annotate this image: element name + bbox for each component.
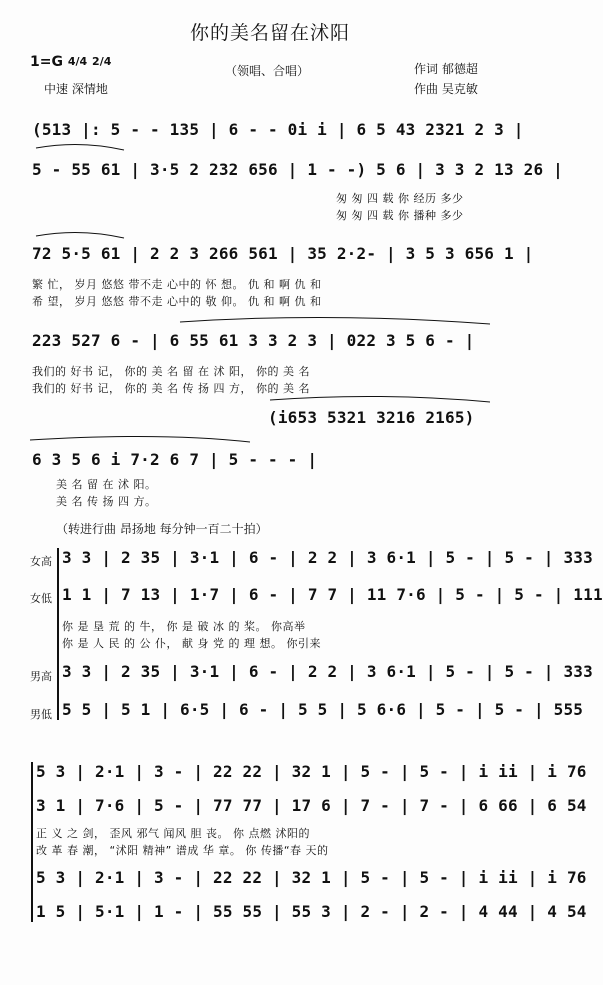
- part-label-alto: 女低: [30, 592, 52, 605]
- system6-lyric-2: 你 是 人 民 的 公 仆， 献 身 党 的 理 想。 你引来: [62, 637, 321, 650]
- part-label-tenor: 男高: [30, 670, 52, 683]
- system5-lyric-1: 美 名 留 在 沭 阳。: [56, 478, 157, 491]
- composer: 作曲 吴克敏: [414, 82, 478, 96]
- lyricist: 作词 郁德超: [414, 62, 478, 76]
- system6-soprano: 3 3 | 2 35 | 3·1 | 6 - | 2 2 | 3 6·1 | 5 - | 5 - | 333: [62, 548, 593, 567]
- system2-lyric-2: 匆 匆 四 载 你 播种 多少: [336, 209, 464, 222]
- slur: [270, 396, 490, 402]
- system4-lyric-1: 我们的 好书 记， 你的 美 名 留 在 沭 阳， 你的 美 名: [32, 365, 310, 378]
- system7-soprano: 5 3 | 2·1 | 3 - | 22 22 | 32 1 | 5 - | 5 - | i ii | i 76: [36, 762, 587, 781]
- part-label-soprano: 女高: [30, 555, 52, 568]
- system3-notes: 72 5·5 61 | 2 2 3 266 561 | 35 2·2- | 3 5 3 656 1 |: [32, 244, 534, 263]
- system6-lyric-1: 你 是 垦 荒 的 牛， 你 是 破 冰 的 桨。 你高举: [62, 620, 306, 633]
- system5-intro: (i653 5321 3216 2165): [268, 408, 475, 427]
- system5-notes: 6 3 5 6 i 7·2 6 7 | 5 - - - |: [32, 450, 318, 469]
- system6-tenor: 3 3 | 2 35 | 3·1 | 6 - | 2 2 | 3 6·1 | 5 - | 5 - | 333: [62, 662, 593, 681]
- system6-bass: 5 5 | 5 1 | 6·5 | 6 - | 5 5 | 5 6·6 | 5 - | 5 - | 555: [62, 700, 584, 719]
- time-signature-a: 4/4: [67, 55, 88, 68]
- system4-notes: 223 527 6 - | 6 55 61 3 3 2 3 | 022 3 5 6 - |: [32, 331, 475, 350]
- slur: [36, 144, 124, 150]
- system7-lyric-2: 改 革 春 潮， “沭阳 精神” 谱成 华 章。 你 传播“春 天的: [36, 844, 329, 857]
- slur: [36, 232, 124, 238]
- system3-lyric-1: 繁 忙， 岁月 悠悠 带不走 心中的 怀 想。 仇 和 啊 仇 和: [32, 278, 322, 291]
- key-label: 1=G: [30, 54, 63, 70]
- performance-note: （领唱、合唱）: [225, 64, 310, 78]
- system4-lyric-2: 我们的 好书 记， 你的 美 名 传 扬 四 方， 你的 美 名: [32, 382, 310, 395]
- system2-lyric-1: 匆 匆 四 载 你 经历 多少: [336, 192, 464, 205]
- section-direction: （转进行曲 昂扬地 每分钟一百二十拍）: [56, 522, 268, 536]
- tempo-marking: 中速 深情地: [44, 82, 108, 96]
- system7-bass: 1 5 | 5·1 | 1 - | 55 55 | 55 3 | 2 - | 2 - | 4 44 | 4 54: [36, 902, 587, 921]
- system2-notes: 5 - 55 61 | 3·5 2 232 656 | 1 - -) 5 6 | 3 3 2 13 26 |: [32, 160, 563, 179]
- system7-alto: 3 1 | 7·6 | 5 - | 77 77 | 17 6 | 7 - | 7 - | 6 66 | 6 54: [36, 796, 587, 815]
- system7-tenor: 5 3 | 2·1 | 3 - | 22 22 | 32 1 | 5 - | 5 - | i ii | i 76: [36, 868, 587, 887]
- system5-lyric-2: 美 名 传 扬 四 方。: [56, 495, 157, 508]
- page-title: 你的美名留在沭阳: [189, 22, 350, 44]
- slur: [30, 436, 250, 442]
- slur: [180, 317, 490, 324]
- part-label-bass: 男低: [30, 708, 52, 721]
- system3-lyric-2: 希 望， 岁月 悠悠 带不走 心中的 敬 仰。 仇 和 啊 仇 和: [32, 295, 322, 308]
- system7-lyric-1: 正 义 之 剑， 歪风 邪气 闻风 胆 丧。 你 点燃 沭阳的: [36, 827, 310, 840]
- time-signature-b: 2/4: [92, 55, 112, 68]
- system6-alto: 1 1 | 7 13 | 1·7 | 6 - | 7 7 | 11 7·6 | 5 - | 5 - | 111: [62, 585, 603, 604]
- system1-notes: (513 |: 5 - - 135 | 6 - - 0i i | 6 5 43 2321 2 3 |: [32, 120, 524, 139]
